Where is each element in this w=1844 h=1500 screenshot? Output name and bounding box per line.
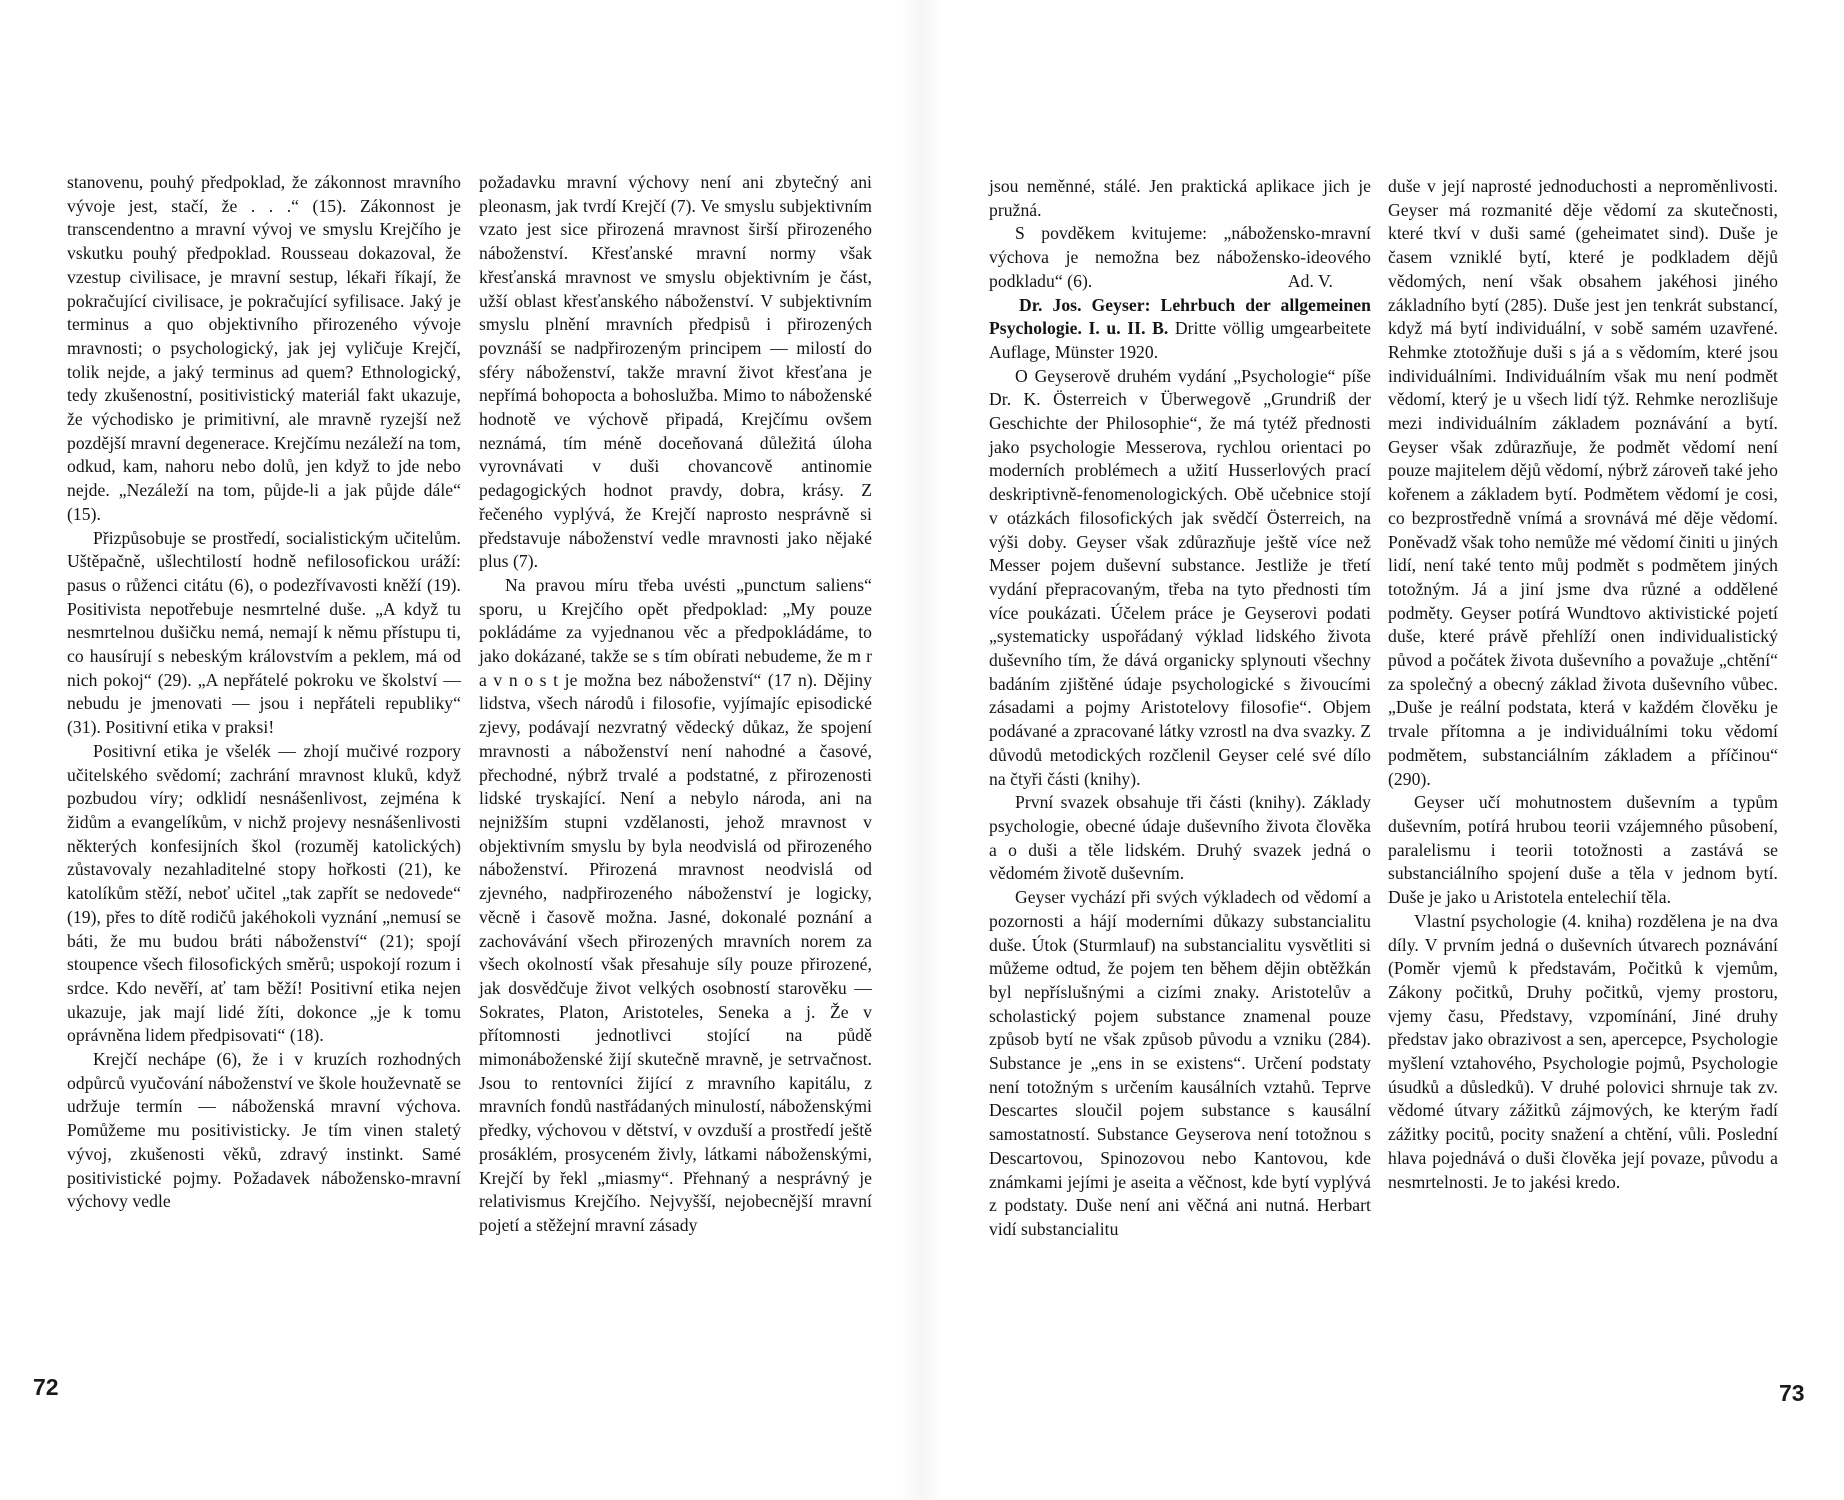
book-edition: Dritte völlig umgearbeitete Auflage, Münster 1920.: [989, 318, 1371, 362]
book-title: Dr. Jos. Geyser: Lehrbuch der allgemeinen Psychologie. I. u. II. B.: [989, 294, 1371, 339]
paragraph: Geyser vychází při svých výkladech od vědomí a pozornosti a hájí moderními důkazy substancialitu duše. Útok (Sturmlauf) na substancialitu vysvětliti si můžeme odtud, že pojem ten během dějin obtěžkán byl nepříslušnými a cizími znaky. Aristotelův a scholastický pojem substance znamenal pouze způsob bytí ne však způsob původu a vzniku (284). Substance je „ens in se existens“. Určení podstaty není totožným s určením kausálních vztahů. Teprve Descartes sloučil pojem substance s kausální samostatností. Substance Geyserova není totožnou s Descartovou, Spinozovou nebo Kantovou, kde známkami jejími je aseita a věčnost, kde bytí vyplývá z podstaty. Duše není ani věčná ani nutná. Herbart vidí substancialitu: [989, 887, 1371, 1239]
continued-paragraph: duše v její naprosté jednoduchosti a neproměnlivosti. Geyser má rozmanité děje vědomí za skutečnosti, které tkví v duši samé (geheimatet sind). Duše je časem vzniklé bytí, které je podkladem dějů vědomých, není však obsahem jakéhosi jiného základního bytí (285). Duše jest jen tenkrát substancí, když má bytí individuální, v sobě samém uzavřené. Rehmke ztotožňuje duši s já a s vědomím, které jsou individuálními. Individuálním však mu není podmět vědomí, který je u všech lidí týž. Rehmke nerozlišuje mezi individuálním základem poznávání a bytí. Geyser však zdůrazňuje, že podmět vědomí není pouze majitelem dějů vědomí, nýbrž zároveň také jeho kořenem a základem bytí. Podmětem vědomí je cosi, co bezprostředně vnímá a srovnává mé děje vědomí. Poněvadž však toho nemůže mé vědomí činiti u jiných lidí, není také tento můj podmět s podmětem jiných totožným. Já a jiní jsme dva různé a oddělené podměty. Geyser potírá Wundtovo aktivistické pojetí duše, které právě přehlíží onen individualistický původ a počátek života duševního a považuje „chtění“ za společný a obecný základ života duševního vůbec. „Duše je reální podstata, která v každém člověku je trvale přítomna a je individuálními toku vědomí podmětem, substanciálním základem a příčinou“ (290).: [1388, 176, 1778, 789]
book-review-heading: [989, 294, 1371, 365]
left-page-column-2: [479, 171, 872, 1238]
review-signature: Ad. V.: [1287, 270, 1333, 291]
paragraph: S povděkem kvitujeme: „nábožensko-mravní výchova je nemožna bez nábožensko-ideového podkladu“ (6).: [989, 223, 1371, 291]
right-page-column-2: [1388, 175, 1778, 1194]
right-page-column-1: [989, 175, 1371, 1242]
paragraph: O Geyserově druhém vydání „Psychologie“ píše Dr. K. Österreich v Überwegově „Grundriß der Geschichte der Philosophie“, že má tytéž přednosti jako psychologie Messerova, rychlou orientaci po moderních problémech a užití Husserlových prací deskriptivně-fenomenologických. Obě učebnice stojí v otázkách filosofických jak svědčí Österreich, na výši doby. Geyser však zdůrazňuje ještě více než Messer pojem duševní substance. Jestliže je třetí vydání přepracovaným, třeba na tyto přednosti tím více poukázati. Účelem práce je Geyserovi podati „systematicky uspořádaný výklad lidského života duševního tím, že dává organicky splynouti všechny badáním zjištěné údaje psychologické s živoucími zásadami a pojmy Aristotelovy filosofie“. Objem podávané a zpracované látky vzrostl na dva svazky. Z důvodů metodických rozčlenil Geyser celé své dílo na čtyři části (knihy).: [989, 365, 1371, 789]
page-number-right: 73: [1779, 1380, 1805, 1406]
paragraph: Vlastní psychologie (4. kniha) rozdělena je na dva díly. V prvním jedná o duševních útvarech poznávání (Poměr vjemů k představám, Počitků k vjemům, Zákony počitků, Druhy počitků, vjemy prostoru, vjemy času, Představy, vzpomínání, Jiné druhy představ jako obrazivost a sen, apercepce, Psychologie myšlení vztahového, Psychologie pojmů, Psychologie úsudků a důsledků). V druhé polovici shrnuje tak zv. vědomé útvary zážitků zájmových, ke kterým řadí zážitky pocitů, pocity snažení a chtění, vůli. Poslední hlava pojednává o duši člověka její povaze, původu a nesmrtelnosti. Je to jakési kredo.: [1388, 910, 1778, 1192]
paragraph: Positivní etika je všelék — zhojí mučivé rozpory učitelského svědomí; zachrání mravnost kluků, když pozbudou víry; odklidí nesnášenlivost, zejména k židům a evangelíkům, v nichž projevy nesnášenlivosti některých konfesijních škol (rozuměj katolických) zůstavovaly nezahladitelné stopy hořkosti (21), ke katolíkům stěží, neboť učitel „tak zapřít se nedovede“ (19), přes to dítě rodičů jakéhokoli vyznání „nemusí se báti, že mu budou bráti náboženství“ (21); spojí stoupence všech filosofických směrů; uspokojí rozum i srdce. Kdo nevěří, ať tam běží! Positivní etika nejen ukazuje, jak mají lidé žíti, dokonce „je k tomu oprávněna lidem předpisovati“ (18).: [67, 740, 461, 1046]
paragraph: Geyser učí mohutnostem duševním a typům duševním, potírá hrubou teorii vzájemného působení, paralelismu i teorii totožnosti a zastává se substanciálního spojení duše a těla v jednom bytí. Duše je jako u Aristotela entelechií těla.: [1388, 792, 1778, 908]
continued-paragraph: požadavku mravní výchovy není ani zbytečný ani pleonasm, jak tvrdí Krejčí (7). Ve smyslu subjektivním vzato jest sice přirozená mravnost širší přirozeného náboženství. Křesťanské mravní normy však křesťanská mravnost ve smyslu objektivním je část, užší oblast křesťanského náboženství. V subjektivním smyslu plnění mravních předpisů i přirozených povznáší se nadpřirozeným principem — milostí do sféry náboženství, takže mravní život křesťana je nepřímá bohopocta a bohoslužba. Mimo to náboženské hodnotě ve výchově připadá, Krejčímu ovšem neznámá, tím méně doceňovaná důležitá úloha vyrovnávati v duši chovancově antinomie pedagogických hodnot pravdy, dobra, krásy. Z řečeného vyplývá, že Krejčí naprosto nesprávně si představuje náboženství vedle mravnosti jako nějaké plus (7).: [479, 172, 872, 572]
paragraph: Přizpůsobuje se prostředí, socialistickým učitelům. Uštěpačně, ušlechtilostí hodně nefilosofickou uráží: pasus o růženci citátu (6), o podezřívavosti kněží (19). Positivista nepotřebuje nesmrtelné duše. „A když tu nesmrtelnou dušičku nemá, nemají k němu přístupu ti, co hausírují s nebeským královstvím a peklem, má od nich pokoj“ (29). „A nepřátelé pokroku ve školství — nebudu je jmenovati — jsou i nepřáteli republiky“ (31). Positivní etika v praksi!: [67, 527, 461, 738]
left-page-column-1: [67, 171, 461, 1214]
paragraph: Na pravou míru třeba uvésti „punctum saliens“ sporu, u Krejčího opět předpoklad: „My pouze pokládáme za vyjednanou věc a předpokládáme, to jako dokázané, takže se s tím obírati nebudeme, že m r a v n o s t je možna bez náboženství“ (17 n). Dějiny lidstva, všech národů i filosofie, vyjímajíc episodické zjevy, podávají nezvratný vědecký důkaz, že spojení mravnosti a náboženství není nahodné a časové, přechodné, nýbrž trvalé a podstatné, z přirozenosti lidské tryskající. Není a nebylo národa, ani na nejnižším stupni vzdělanosti, jehož mravnost v objektivním smyslu by byla neodvislá od přirozeného náboženství. Přirozená mravnost neodvislá od zjevného, nadpřirozeného náboženství je logicky, věcně i časově možna. Jasné, dokonalé poznání a zachovávání všech přirozených mravních norem za všech okolností však přesahuje síly pouze přirozené, jak dosvědčuje život velkých osobností starověku — Sokrates, Platon, Aristoteles, Seneka a j. Že v přítomnosti jednotlivci stojící na půdě mimonáboženské žijí skutečně mravně, je setrvačnost. Jsou to rentovníci žijící z mravního kapitálu, z mravních fondů nastřádaných minulostí, náboženskými předky, výchovou v dětství, v ovzduší a prostředí ještě prosáklém, prosyceném živly, látkami náboženskými, Krejčí by řekl „miasmy“. Přehnaný a nesprávný je relativismus Krejčího. Nejvyšší, nejobecnější mravní pojetí a stěžejní mravní zásady: [479, 574, 872, 1235]
continued-paragraph: jsou neměnné, stálé. Jen praktická aplikace jich je pružná.: [989, 176, 1371, 220]
paragraph: Krejčí nechápe (6), že i v kruzích rozhodných odpůrců vyučování náboženství ve škole houževnatě se udržuje termín — náboženská mravní výchova. Pomůžeme mu positivisticky. Je tím vinen staletý vývoj, zkušenosti věků, zdravý instinkt. Samé positivistické pojmy. Požadavek nábožensko-mravní výchovy vedle: [67, 1049, 461, 1212]
right-page: [922, 0, 1844, 1500]
continued-paragraph: stanovenu, pouhý předpoklad, že zákonnost mravního vývoje jest, stačí, že . . .“ (15). Zákonnost je transcendentno a mravní vývoj ve smyslu Krejčího je vskutku pouhý předpoklad. Rousseau dokazoval, že vzestup civilisace, je mravní sestup, lékaři říkají, že pokračující civilisace, je pokračující syfilisace. Jaký je terminus a quo objektivního přirozeného vývoje mravnosti; o psychologický, jak jej vyličuje Krejčí, tolik nejde, a jaký terminus ad quem? Ethnologický, tedy zkušenostní, positivistický materiál fakt ukazuje, že východisko je primitivní, ale mravně ryzejší než pozdější mravní degenerace. Krejčímu nezáleží na tom, odkud, kam, nahoru nebo dolů, jen když to jde nebo nejde. „Nezáleží na tom, půjde-li a jak půjde dále“ (15).: [67, 172, 461, 524]
page-number-left: 72: [33, 1374, 59, 1400]
paragraph: První svazek obsahuje tři části (knihy). Základy psychologie, obecné údaje duševního života člověka a o duši a těle lidském. Druhý svazek jedná o vědomém životě duševním.: [989, 792, 1371, 884]
